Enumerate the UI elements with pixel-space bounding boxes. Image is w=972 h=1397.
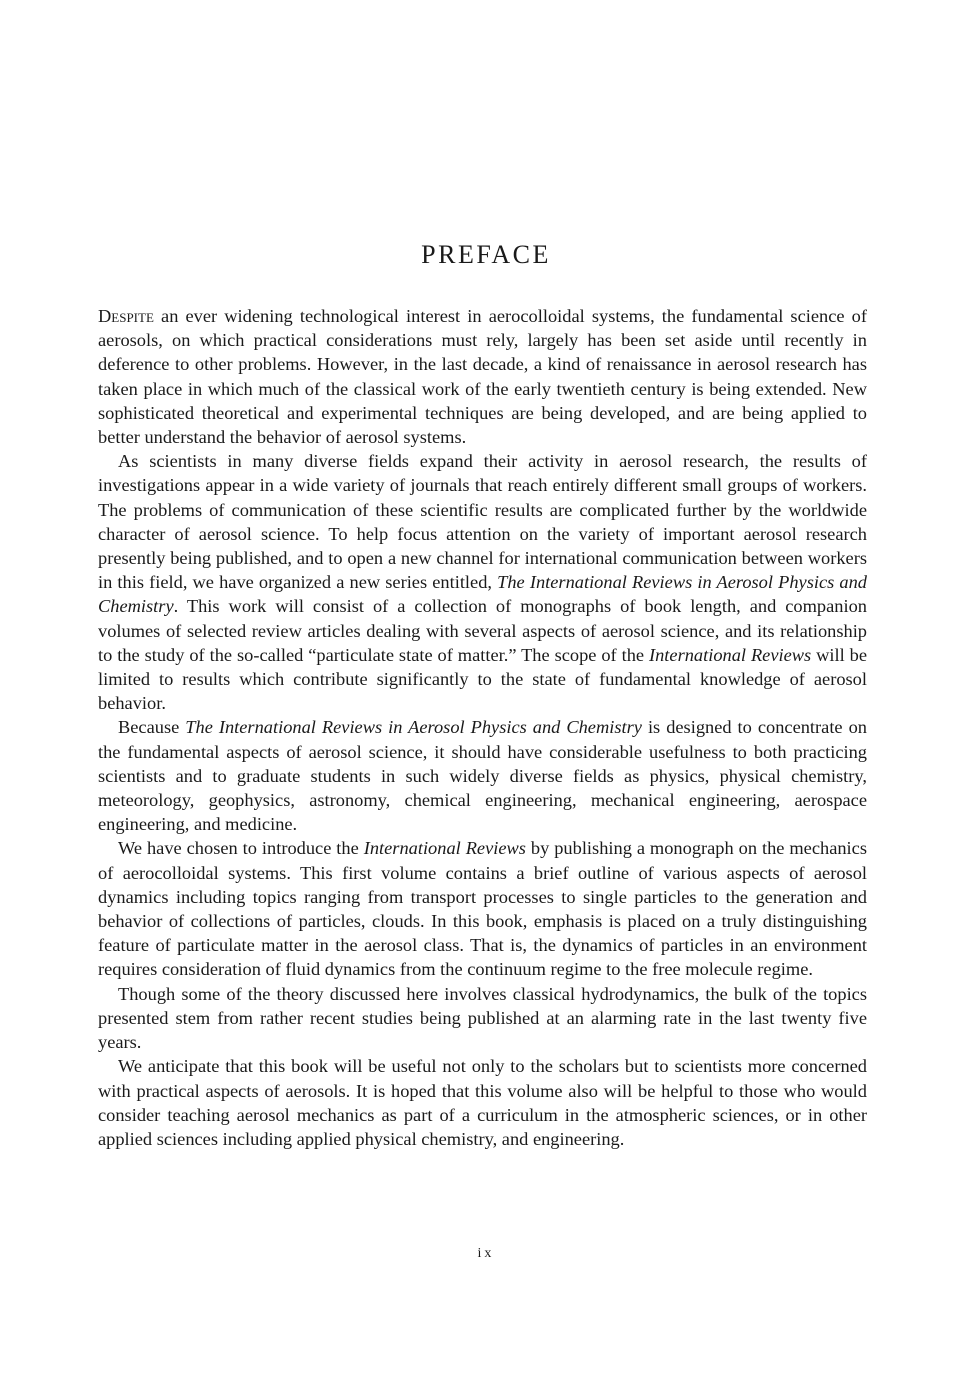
text-run: an ever widening technological interest in aerocolloidal systems, the fundamental science of aerosols, on which practical considerations must rely, largely has been set aside until recently in deference to other problems. However, in the last decade, a kind of renaissance in aerosol research has taken place in which much of the classical work of the early twentieth century is being extended. New sophisticated theoretical and experimental techniques are being developed, and are being applied to better understand the behavior of aerosol systems. — [98, 306, 867, 448]
lead-word: Despite — [98, 306, 154, 326]
paragraph — [98, 836, 867, 981]
text-run: will be limited to results which contribute significantly to the state of fundamental knowledge of aerosol behavior. — [98, 644, 868, 714]
paragraph — [98, 1054, 867, 1151]
text-run: We have chosen to introduce the — [118, 838, 364, 859]
italic-title: The International Reviews in Aerosol Physics and Chemistry — [98, 572, 867, 617]
text-run: is designed to concentrate on the fundamental aspects of aerosol science, it should have considerable usefulness to both practicing scientists and to graduate students in such widely diverse fields as physics, physical chemistry, meteorology, geophysics, astronomy, chemical engineering, mechanical engineering, aerospace engineering, and medicine. — [98, 717, 867, 835]
italic-title: International Reviews — [648, 644, 812, 665]
text-run: Though some of the theory discussed here involves classical hydrodynamics, the bulk of the topics presented stem from rather recent studies being published at an alarming rate in the last twenty five years. — [98, 983, 867, 1053]
paragraph — [98, 715, 867, 836]
page-title: PREFACE — [421, 240, 551, 269]
preface-body — [98, 304, 867, 1151]
paragraph — [98, 449, 867, 715]
text-run: As scientists in many diverse fields expand their activity in aerosol research, the results of investigations appear in a wide variety of journals that reach entirely different small groups of workers. The problems of communication of these scientific results are complicated further by the worldwide character of aerosol science. To help focus attention on the variety of important aerosol research presently being published, and to open a new channel for international communication between workers in this field, we have organized a new series entitled, — [98, 451, 867, 593]
italic-title: International Reviews — [363, 838, 526, 859]
page-number: ix — [477, 1246, 495, 1261]
text-run: Because — [118, 717, 186, 738]
paragraph — [98, 304, 867, 449]
text-run: . This work will consist of a collection of monographs of book length, and companion volumes of selected review articles dealing with several aspects of aerosol science, and its relationship to the study of the so-called “particulate state of matter.” The scope of the — [98, 596, 867, 665]
text-run: by publishing a monograph on the mechanics of aerocolloidal systems. This first volume contains a brief outline of various aspects of aerosol dynamics including topics ranging from transport processes to single particles to the generation and behavior of collections of particles, clouds. In this book, emphasis is placed on a truly distinguishing feature of particulate matter in the aerosol class. That is, the dynamics of particles in an environment requires consideration of fluid dynamics from the continuum regime to the free molecule regime. — [98, 838, 867, 980]
paragraph — [98, 982, 867, 1055]
text-run: We anticipate that this book will be useful not only to the scholars but to scientists more concerned with practical aspects of aerosols. It is hoped that this volume also will be helpful to those who would consider teaching aerosol mechanics as part of a curriculum in the atmospheric sciences, or in other applied sciences including applied physical chemistry, and engineering. — [98, 1056, 867, 1149]
italic-title: The International Reviews in Aerosol Physics and Chemistry — [185, 717, 642, 738]
